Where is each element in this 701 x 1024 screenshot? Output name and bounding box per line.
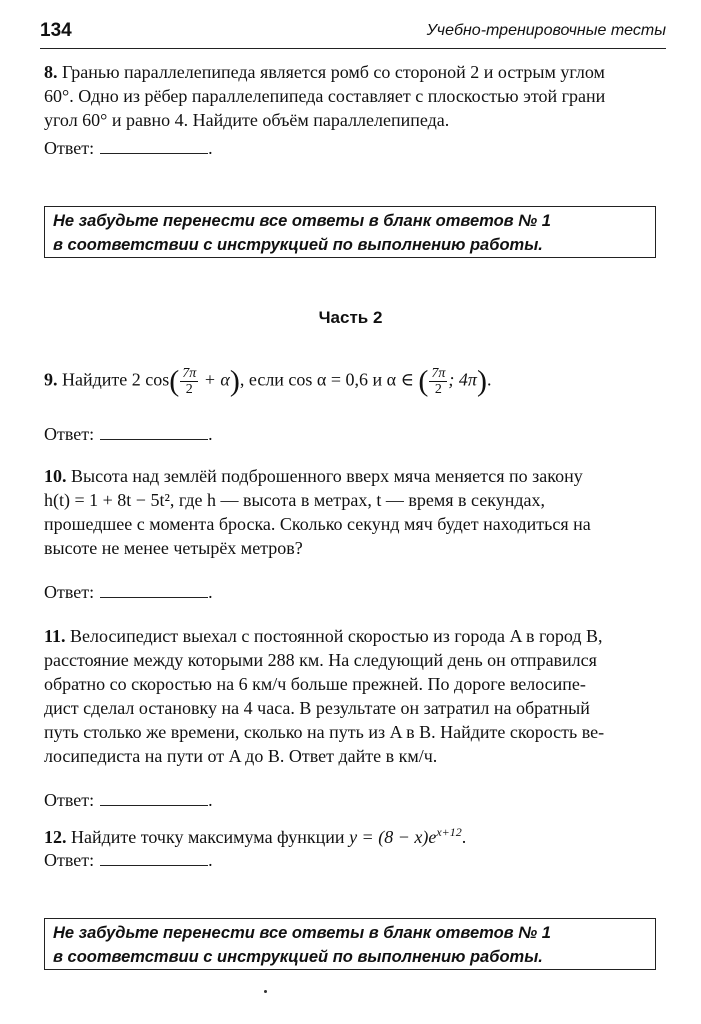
notice-line-1: Не забудьте перенести все ответы в бланк ответов № 1 [53, 924, 551, 942]
task-10-line-2: h(t) = 1 + 8t − 5t², где h — высота в метрах, t — время в секундах, [44, 490, 545, 510]
print-speck [264, 990, 267, 993]
fraction: $\frac{7\pi}{2}$ [182, 366, 197, 397]
answer-8: Ответ: . [44, 138, 213, 158]
answer-9: Ответ: . [44, 424, 213, 444]
task-10-line-4: высоте не менее четырёх метров? [44, 538, 303, 558]
answer-12: Ответ: . [44, 850, 213, 870]
notice-box [44, 206, 656, 258]
task-11-line-1: 11. Велосипедист выехал с постоянной скоростью из города A в город B, [44, 626, 603, 646]
task-12-formula: y = (8 − x)e [349, 827, 437, 847]
answer-label: Ответ: [44, 424, 95, 444]
answer-label: Ответ: [44, 850, 95, 870]
task-12-exponent: x+12 [436, 825, 462, 839]
task-11 [44, 624, 664, 768]
fraction: $\frac{7\pi}{2}$ [431, 366, 446, 397]
notice-line-1: Не забудьте перенести все ответы в бланк ответов № 1 [53, 212, 551, 230]
answer-blank[interactable] [100, 423, 208, 440]
task-8-line-1: 8. Гранью параллелепипеда является ромб со стороной 2 и острым углом [44, 62, 605, 82]
page-header [40, 18, 666, 49]
task-10-line-1: 10. Высота над землёй подброшенного вверх мяча меняется по закону [44, 466, 583, 486]
answer-blank[interactable] [100, 581, 208, 598]
answer-11: Ответ: . [44, 790, 213, 810]
task-11-line-4: дист сделал остановку на 4 часа. В результате он затратил на обратный [44, 698, 590, 718]
answer-10: Ответ: . [44, 582, 213, 602]
answer-blank[interactable] [100, 849, 208, 866]
notice-box [44, 918, 656, 970]
task-10 [44, 464, 664, 560]
notice-line-2: в соответствии с инструкцией по выполнению работы. [53, 948, 543, 966]
task-9-number: 9. [44, 369, 58, 390]
task-11-line-2: расстояние между которыми 288 км. На следующий день он отправился [44, 650, 597, 670]
task-12: 12. Найдите точку максимума функции $y = (8 - x)e^{x+12}$. [44, 825, 467, 847]
task-8-line-3: угол 60° и равно 4. Найдите объём параллелепипеда. [44, 110, 450, 130]
answer-blank[interactable] [100, 789, 208, 806]
task-10-number: 10. [44, 466, 67, 486]
answer-label: Ответ: [44, 582, 95, 602]
task-11-number: 11. [44, 626, 66, 646]
answer-label: Ответ: [44, 790, 95, 810]
notice-line-2: в соответствии с инструкцией по выполнению работы. [53, 236, 543, 254]
answer-label: Ответ: [44, 138, 95, 158]
task-8-line-2: 60°. Одно из рёбер параллелепипеда составляет с плоскостью этой грани [44, 86, 606, 106]
running-title: Учебно-тренировочные тесты [426, 22, 666, 39]
part-2-title: Часть 2 [318, 308, 383, 327]
task-8 [44, 60, 664, 132]
page-number: 134 [40, 20, 72, 41]
task-8-number: 8. [44, 62, 58, 82]
answer-blank[interactable] [100, 137, 208, 154]
task-11-line-6: лосипедиста на пути от A до B. Ответ дайте в км/ч. [44, 746, 438, 766]
task-10-line-3: прошедшее с момента броска. Сколько секунд мяч будет находиться на [44, 514, 591, 534]
task-11-line-5: путь столько же времени, сколько на путь из A в B. Найдите скорость ве- [44, 722, 605, 742]
task-11-line-3: обратно со скоростью на 6 км/ч больше прежней. По дороге велосипе- [44, 674, 586, 694]
task-12-number: 12. [44, 827, 67, 847]
task-9: 9. Найдите 2 cos( $\frac{7\pi}{2}$ + α), если cos α = 0,6 и α ∈ ( $\frac{7\pi}{2}$ ; 4π). [44, 364, 492, 398]
